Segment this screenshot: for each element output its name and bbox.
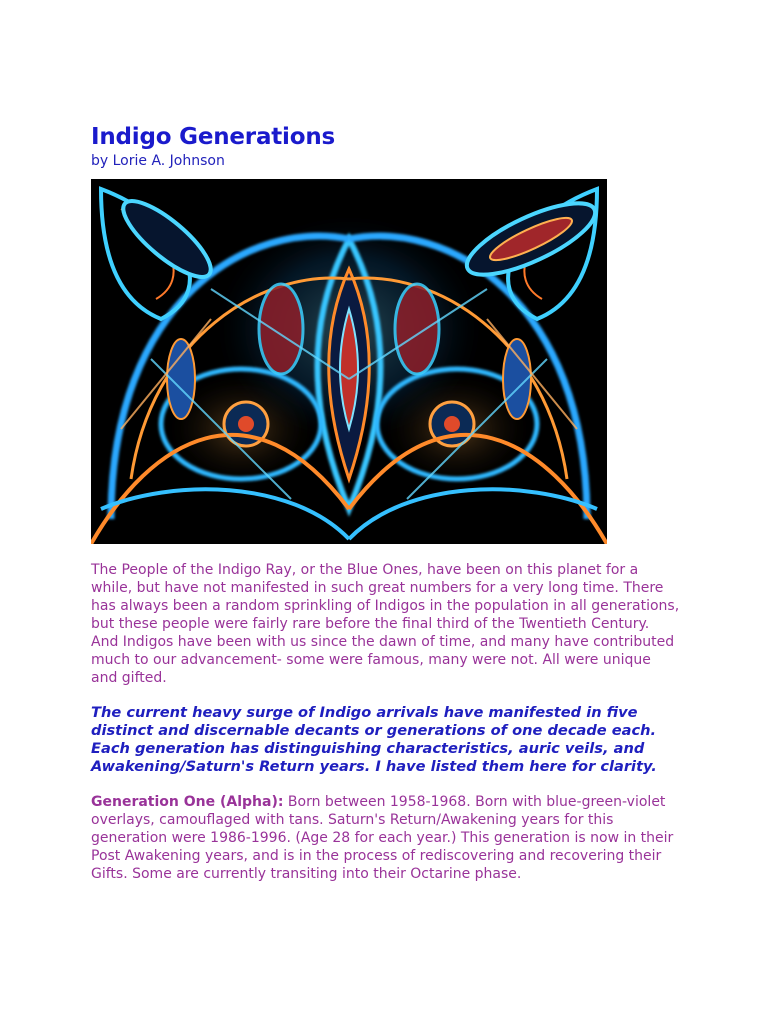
article	[91, 122, 691, 883]
fractal-artwork-image	[91, 179, 607, 544]
article-byline: by Lorie A. Johnson	[91, 153, 225, 169]
article-title: Indigo Generations	[91, 124, 336, 150]
intro-paragraph: The People of the Indigo Ray, or the Blue Ones, have been on this planet for a while, but have not manifested in such great numbers for a very long time. There has always been a random sprinkling of Indigos in the population in all generations, but these people were fairly rare before the final third of the Twentieth Century. And Indigos have been with us since the dawn of time, and many have contributed much to our advancement- some were famous, many were not. All were unique and gifted.	[91, 562, 680, 686]
generation-one-label: Generation One (Alpha):	[91, 794, 284, 810]
generation-one-paragraph	[91, 793, 681, 883]
emphasis-paragraph: The current heavy surge of Indigo arrivals have manifested in five distinct and discernable decants or generations of one decade each. Each generation has distinguishing characteristics, auric veils, and Awakening/Saturn's Return years. I have listed them here for clarity.	[91, 704, 657, 775]
generation-one-text: Born between 1958-1968. Born with blue-green-violet overlays, camouflaged with tans. Saturn's Return/Awakening years for this generation were 1986-1996. (Age 28 for each year.) This generation is now in their Post Awakening years, and is in the process of rediscovering and recovering their Gifts. Some are currently transiting into their Octarine phase.	[91, 794, 674, 882]
